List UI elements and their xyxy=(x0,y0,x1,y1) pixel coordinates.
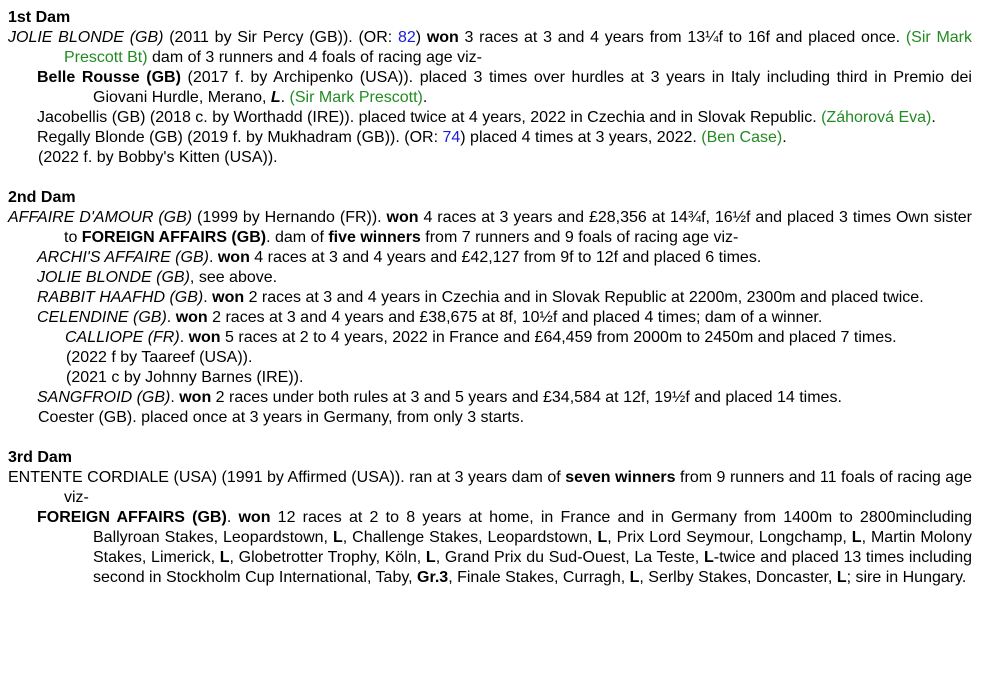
grandproduce-entry: CALLIOPE (FR). won 5 races at 2 to 4 years, 2022 in France and £64,459 from 2000m to 2450m and placed 7 times. xyxy=(65,329,897,346)
horse-name: RABBIT HAAFHD (GB) xyxy=(37,289,204,306)
horse-name: JOLIE BLONDE (GB) xyxy=(37,269,190,286)
horse-name: SANGFROID (GB) xyxy=(37,389,171,406)
produce-entry: RABBIT HAAFHD (GB). won 2 races at 3 and 4 years in Czechia and in Slovak Republic at 2200m, 2300m and placed twice. xyxy=(37,289,924,306)
dam-name: AFFAIRE D'AMOUR (GB) xyxy=(8,209,193,226)
horse-name: Belle Rousse (GB) xyxy=(37,69,181,86)
produce-entry: JOLIE BLONDE (GB), see above. xyxy=(37,269,278,286)
dam-entry: AFFAIRE D'AMOUR (GB) (1999 by Hernando (FR)). won 4 races at 3 years and £28,356 at 14¾f, 16½f and placed 3 times Own sister to FOREIGN AFFAIRS (GB). dam of five winners from 7 runners and 9 foals of racing age viz- xyxy=(8,209,973,246)
group-marker: Gr.3 xyxy=(417,569,449,586)
produce-entry: CELENDINE (GB). won 2 races at 3 and 4 years and £38,675 at 8f, 10½f and placed 4 times; dam of a winner. xyxy=(37,309,823,326)
listed-marker: L xyxy=(703,549,714,566)
dam-entry: JOLIE BLONDE (GB) (2011 by Sir Percy (GB)). (OR: 82) won 3 races at 3 and 4 years from 13¼f to 16f and placed once. (Sir Mark Prescott Bt) dam of 3 runners and 4 foals of racing age viz- xyxy=(8,29,973,66)
grandproduce-entry: (2021 c by Johnny Barnes (IRE)). xyxy=(66,369,304,386)
section-title-1st-dam: 1st Dam xyxy=(8,9,71,26)
horse-name: ARCHI'S AFFAIRE (GB) xyxy=(37,249,209,266)
horse-name: Jacobellis (GB) xyxy=(37,109,146,126)
listed-marker: L xyxy=(219,549,230,566)
produce-entry: Regally Blonde (GB) (2019 f. by Mukhadram (GB)). (OR: 74) placed 4 times at 3 years, 2022. (Ben Case). xyxy=(37,129,787,146)
official-rating: 74 xyxy=(442,129,461,146)
produce-entry: (2022 f. by Bobby's Kitten (USA)). xyxy=(38,149,278,166)
horse-name: CELENDINE (GB) xyxy=(37,309,167,326)
listed-marker: L xyxy=(836,569,847,586)
produce-entry: SANGFROID (GB). won 2 races under both rules at 3 and 5 years and £34,584 at 12f, 19½f and placed 14 times. xyxy=(37,389,842,406)
listed-marker: L xyxy=(270,89,281,106)
listed-marker: L xyxy=(851,529,862,546)
listed-marker: L xyxy=(597,529,608,546)
grandproduce-entry: (2022 f by Taareef (USA)). xyxy=(66,349,253,366)
horse-name: CALLIOPE (FR) xyxy=(65,329,180,346)
sibling-name: FOREIGN AFFAIRS (GB) xyxy=(81,229,267,246)
horse-name: FOREIGN AFFAIRS (GB) xyxy=(37,509,227,526)
listed-marker: L xyxy=(425,549,436,566)
dam-entry: ENTENTE CORDIALE (USA) (1991 by Affirmed (USA)). ran at 3 years dam of seven winners from 9 runners and 11 foals of racing age viz- xyxy=(8,469,972,506)
trainer-name: (Sir Mark Prescott Bt) xyxy=(64,29,973,66)
dam-name: JOLIE BLONDE (GB) xyxy=(8,29,164,46)
produce-entry: Jacobellis (GB) (2018 c. by Worthadd (IRE)). placed twice at 4 years, 2022 in Czechia and in Slovak Republic. (Záhorová Eva). xyxy=(37,109,936,126)
produce-entry: FOREIGN AFFAIRS (GB). won 12 races at 2 to 8 years at home, in France and in Germany from 1400m to 2800mincluding Ballyroan Stakes, Leopardstown, L, Challenge Stakes, Leopardstown, L, Prix Lord Seymour, Longchamp, L, Martin Molony Stakes, Limerick, L, Globetrotter Trophy, Köln, L, Grand Prix du Sud-Ouest, La Teste, L-twice and placed 13 times including second in Stockholm Cup International, Taby, Gr.3, Finale Stakes, Curragh, L, Serlby Stakes, Doncaster, L; sire in Hungary. xyxy=(37,509,973,586)
trainer-name: (Sir Mark Prescott) xyxy=(289,89,423,106)
listed-marker: L xyxy=(332,529,343,546)
trainer-name: (Ben Case) xyxy=(701,129,783,146)
official-rating: 82 xyxy=(397,29,416,46)
produce-entry: Coester (GB). placed once at 3 years in Germany, from only 3 starts. xyxy=(38,409,525,426)
section-title-3rd-dam: 3rd Dam xyxy=(8,449,73,466)
listed-marker: L xyxy=(629,569,640,586)
horse-name: Regally Blonde (GB) xyxy=(37,129,183,146)
produce-entry: Belle Rousse (GB) (2017 f. by Archipenko (USA)). placed 3 times over hurdles at 3 years in Italy including third in Premio dei Giovani Hurdle, Merano, L. (Sir Mark Prescott). xyxy=(37,69,972,106)
section-title-2nd-dam: 2nd Dam xyxy=(8,189,76,206)
dam-name: ENTENTE CORDIALE (USA) xyxy=(8,469,218,486)
produce-entry: ARCHI'S AFFAIRE (GB). won 4 races at 3 and 4 years and £42,127 from 9f to 12f and placed 6 times. xyxy=(37,249,762,266)
trainer-name: (Záhorová Eva) xyxy=(821,109,932,126)
